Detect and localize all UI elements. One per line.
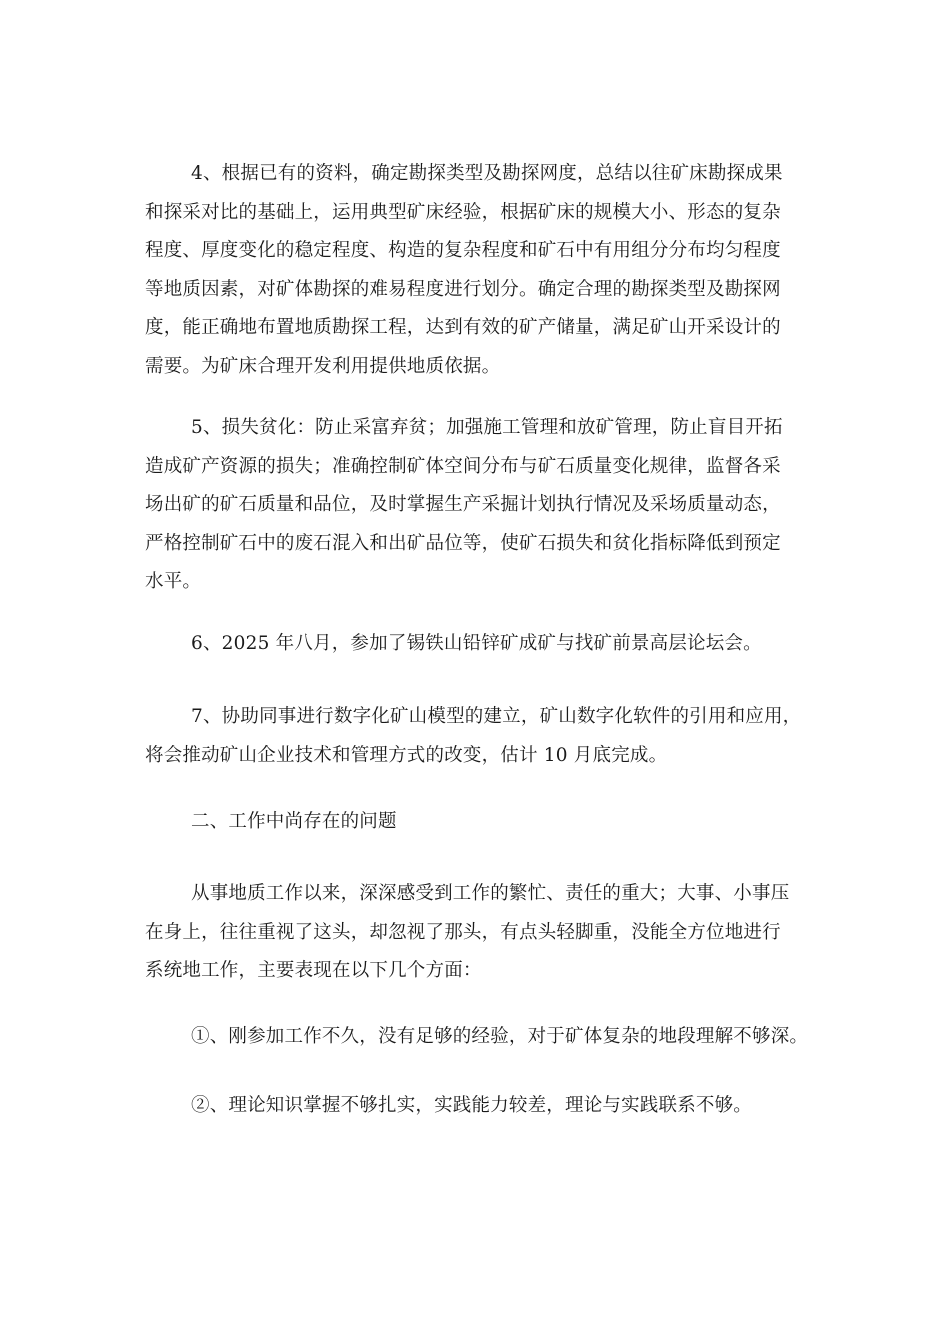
text-line: ①、刚参加工作不久，没有足够的经验，对于矿体复杂的地段理解不够深。 bbox=[191, 1026, 809, 1047]
section-heading bbox=[145, 803, 825, 842]
text-line: 水平。 bbox=[145, 571, 202, 593]
text-line: 4、根据已有的资料，确定勘探类型及勘探网度，总结以往矿床勘探成果 bbox=[191, 163, 783, 184]
paragraph-item-6 bbox=[145, 625, 825, 664]
text-line: 6、2025 年八月，参加了锡铁山铅锌矿成矿与找矿前景高层论坛会。 bbox=[191, 633, 762, 654]
text-line: 将会推动矿山企业技术和管理方式的改变，估计 10 月底完成。 bbox=[145, 744, 668, 766]
paragraph-item-5 bbox=[145, 409, 825, 602]
text-line: 严格控制矿石中的废石混入和出矿品位等，使矿石损失和贫化指标降低到预定 bbox=[145, 532, 781, 554]
paragraph-item-7 bbox=[145, 698, 825, 775]
text-line: ②、理论知识掌握不够扎实，实践能力较差，理论与实践联系不够。 bbox=[191, 1095, 753, 1116]
paragraph-problems-intro bbox=[145, 875, 825, 991]
paragraph-problem-2 bbox=[145, 1087, 825, 1126]
text-line: 5、损失贫化：防止采富弃贫；加强施工管理和放矿管理，防止盲目开拓 bbox=[191, 417, 783, 438]
paragraph-item-4 bbox=[145, 155, 825, 387]
text-line: 二、工作中尚存在的问题 bbox=[191, 811, 397, 832]
text-line: 场出矿的矿石质量和品位，及时掌握生产采掘计划执行情况及采场质量动态， bbox=[145, 494, 781, 516]
text-line: 度，能正确地布置地质勘探工程，达到有效的矿产储量，满足矿山开采设计的 bbox=[145, 317, 781, 339]
text-line: 和探采对比的基础上，运用典型矿床经验，根据矿床的规模大小、形态的复杂 bbox=[145, 201, 781, 223]
paragraph-problem-1 bbox=[145, 1018, 825, 1057]
text-line: 从事地质工作以来，深深感受到工作的繁忙、责任的重大；大事、小事压 bbox=[191, 883, 790, 904]
text-line: 7、协助同事进行数字化矿山模型的建立，矿山数字化软件的引用和应用， bbox=[191, 706, 802, 727]
text-line: 在身上，往往重视了这头，却忽视了那头，有点头轻脚重，没能全方位地进行 bbox=[145, 921, 781, 943]
text-line: 造成矿产资源的损失；准确控制矿体空间分布与矿石质量变化规律，监督各采 bbox=[145, 455, 781, 477]
text-line: 需要。为矿床合理开发利用提供地质依据。 bbox=[145, 355, 501, 377]
text-line: 系统地工作，主要表现在以下几个方面： bbox=[145, 960, 482, 982]
text-line: 等地质因素，对矿体勘探的难易程度进行划分。确定合理的勘探类型及勘探网 bbox=[145, 278, 781, 300]
text-line: 程度、厚度变化的稳定程度、构造的复杂程度和矿石中有用组分分布均匀程度 bbox=[145, 240, 781, 262]
